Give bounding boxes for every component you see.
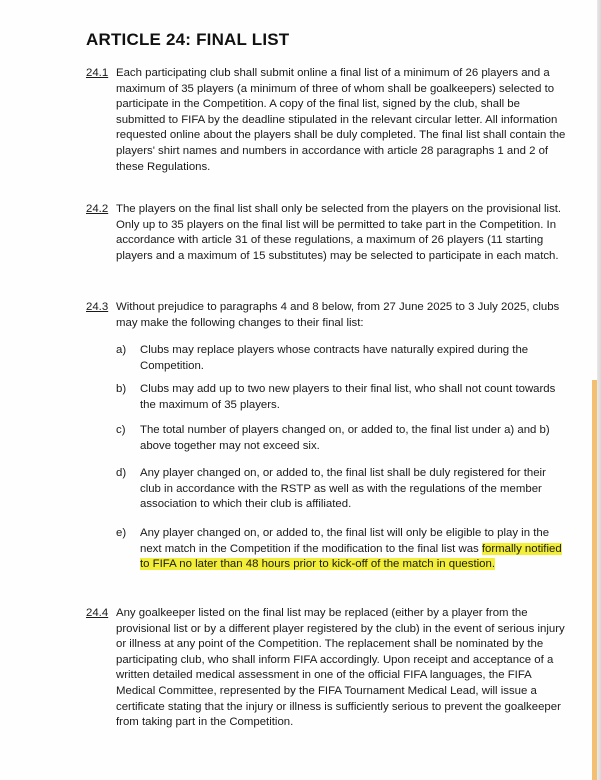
paragraph-number: 24.3 bbox=[86, 301, 109, 313]
list-item-letter: a) bbox=[116, 344, 127, 356]
paragraph-text: The players on the final list shall only be selected from the players on the provisional list. Only up to 35 players on the final list will be permitted to take part in the Competition. In accordance with article 31 of these regulations, a maximum of 26 players (11 starting players and a maximum of 15 substitutes) may be selected to participate in each match. bbox=[116, 203, 562, 262]
list-item-text-plain: Any player changed on, or added to, the final list will only be eligible to play in the next match in the Competition if the modification to the final list was bbox=[140, 527, 550, 555]
list-item-d bbox=[116, 466, 566, 513]
paragraph-number: 24.2 bbox=[86, 203, 109, 215]
list-item-letter: d) bbox=[116, 467, 127, 479]
list-item-a bbox=[116, 343, 566, 374]
paragraph-24-4 bbox=[86, 606, 566, 731]
list-item-text: Any player changed on, or added to, the final list shall be duly registered for their club in accordance with the RSTP as well as with the regulations of the member association to which their club is affiliated. bbox=[140, 467, 546, 511]
article-title: ARTICLE 24: FINAL LIST bbox=[86, 30, 290, 49]
paragraph-number: 24.4 bbox=[86, 607, 109, 619]
paragraph-text: Each participating club shall submit online a final list of a minimum of 26 players and a maximum of 35 players (a minimum of three of whom shall be goalkeepers) selected to participate in the Competition. A copy of the final list, signed by the club, shall be submitted to FIFA by the deadline stipulated in the relevant circular letter. All information requested online about the players shall be duly completed. The final list shall contain the players' shirt names and numbers in accordance with article 28 paragraphs 1 and 2 of these Regulations. bbox=[116, 67, 566, 173]
list-item-text: Clubs may replace players whose contracts have naturally expired during the Competition. bbox=[140, 344, 529, 372]
paragraph-24-3 bbox=[86, 300, 566, 331]
list-item-b bbox=[116, 382, 566, 413]
paragraph-text: Without prejudice to paragraphs 4 and 8 below, from 27 June 2025 to 3 July 2025, clubs may make the following changes to their final list: bbox=[116, 301, 560, 329]
list-item-c bbox=[116, 423, 566, 454]
paragraph-24-1 bbox=[86, 66, 566, 175]
list-item-e bbox=[116, 526, 566, 573]
highlighted-text: formally notified to FIFA no later than 48 hours prior to kick-off of the match in question. bbox=[140, 542, 562, 571]
list-item-text: Clubs may add up to two new players to their final list, who shall not count towards the maximum of 35 players. bbox=[140, 383, 556, 411]
list-item-letter: b) bbox=[116, 383, 127, 395]
paragraph-number: 24.1 bbox=[86, 67, 109, 79]
paragraph-24-2 bbox=[86, 202, 566, 264]
list-item-text: The total number of players changed on, or added to, the final list under a) and b) above together may not exceed six. bbox=[140, 424, 550, 452]
list-item-text bbox=[140, 526, 566, 573]
list-item-letter: e) bbox=[116, 527, 127, 539]
paragraph-text: Any goalkeeper listed on the final list may be replaced (either by a player from the provisional list or by a different player registered by the club) in the event of serious injury or illness at any point of the Competition. The replacement shall be nominated by the participating club, who shall inform FIFA accordingly. Upon receipt and acceptance of a written detailed medical assessment in one of the official FIFA languages, the FIFA Medical Committee, represented by the FIFA Tournament Medical Lead, will issue a certificate stating that the injury or illness is sufficiently serious to prevent the goalkeeper from taking part in the Competition. bbox=[116, 607, 565, 729]
list-item-letter: c) bbox=[116, 424, 126, 436]
page-edge-shadow bbox=[597, 0, 601, 780]
